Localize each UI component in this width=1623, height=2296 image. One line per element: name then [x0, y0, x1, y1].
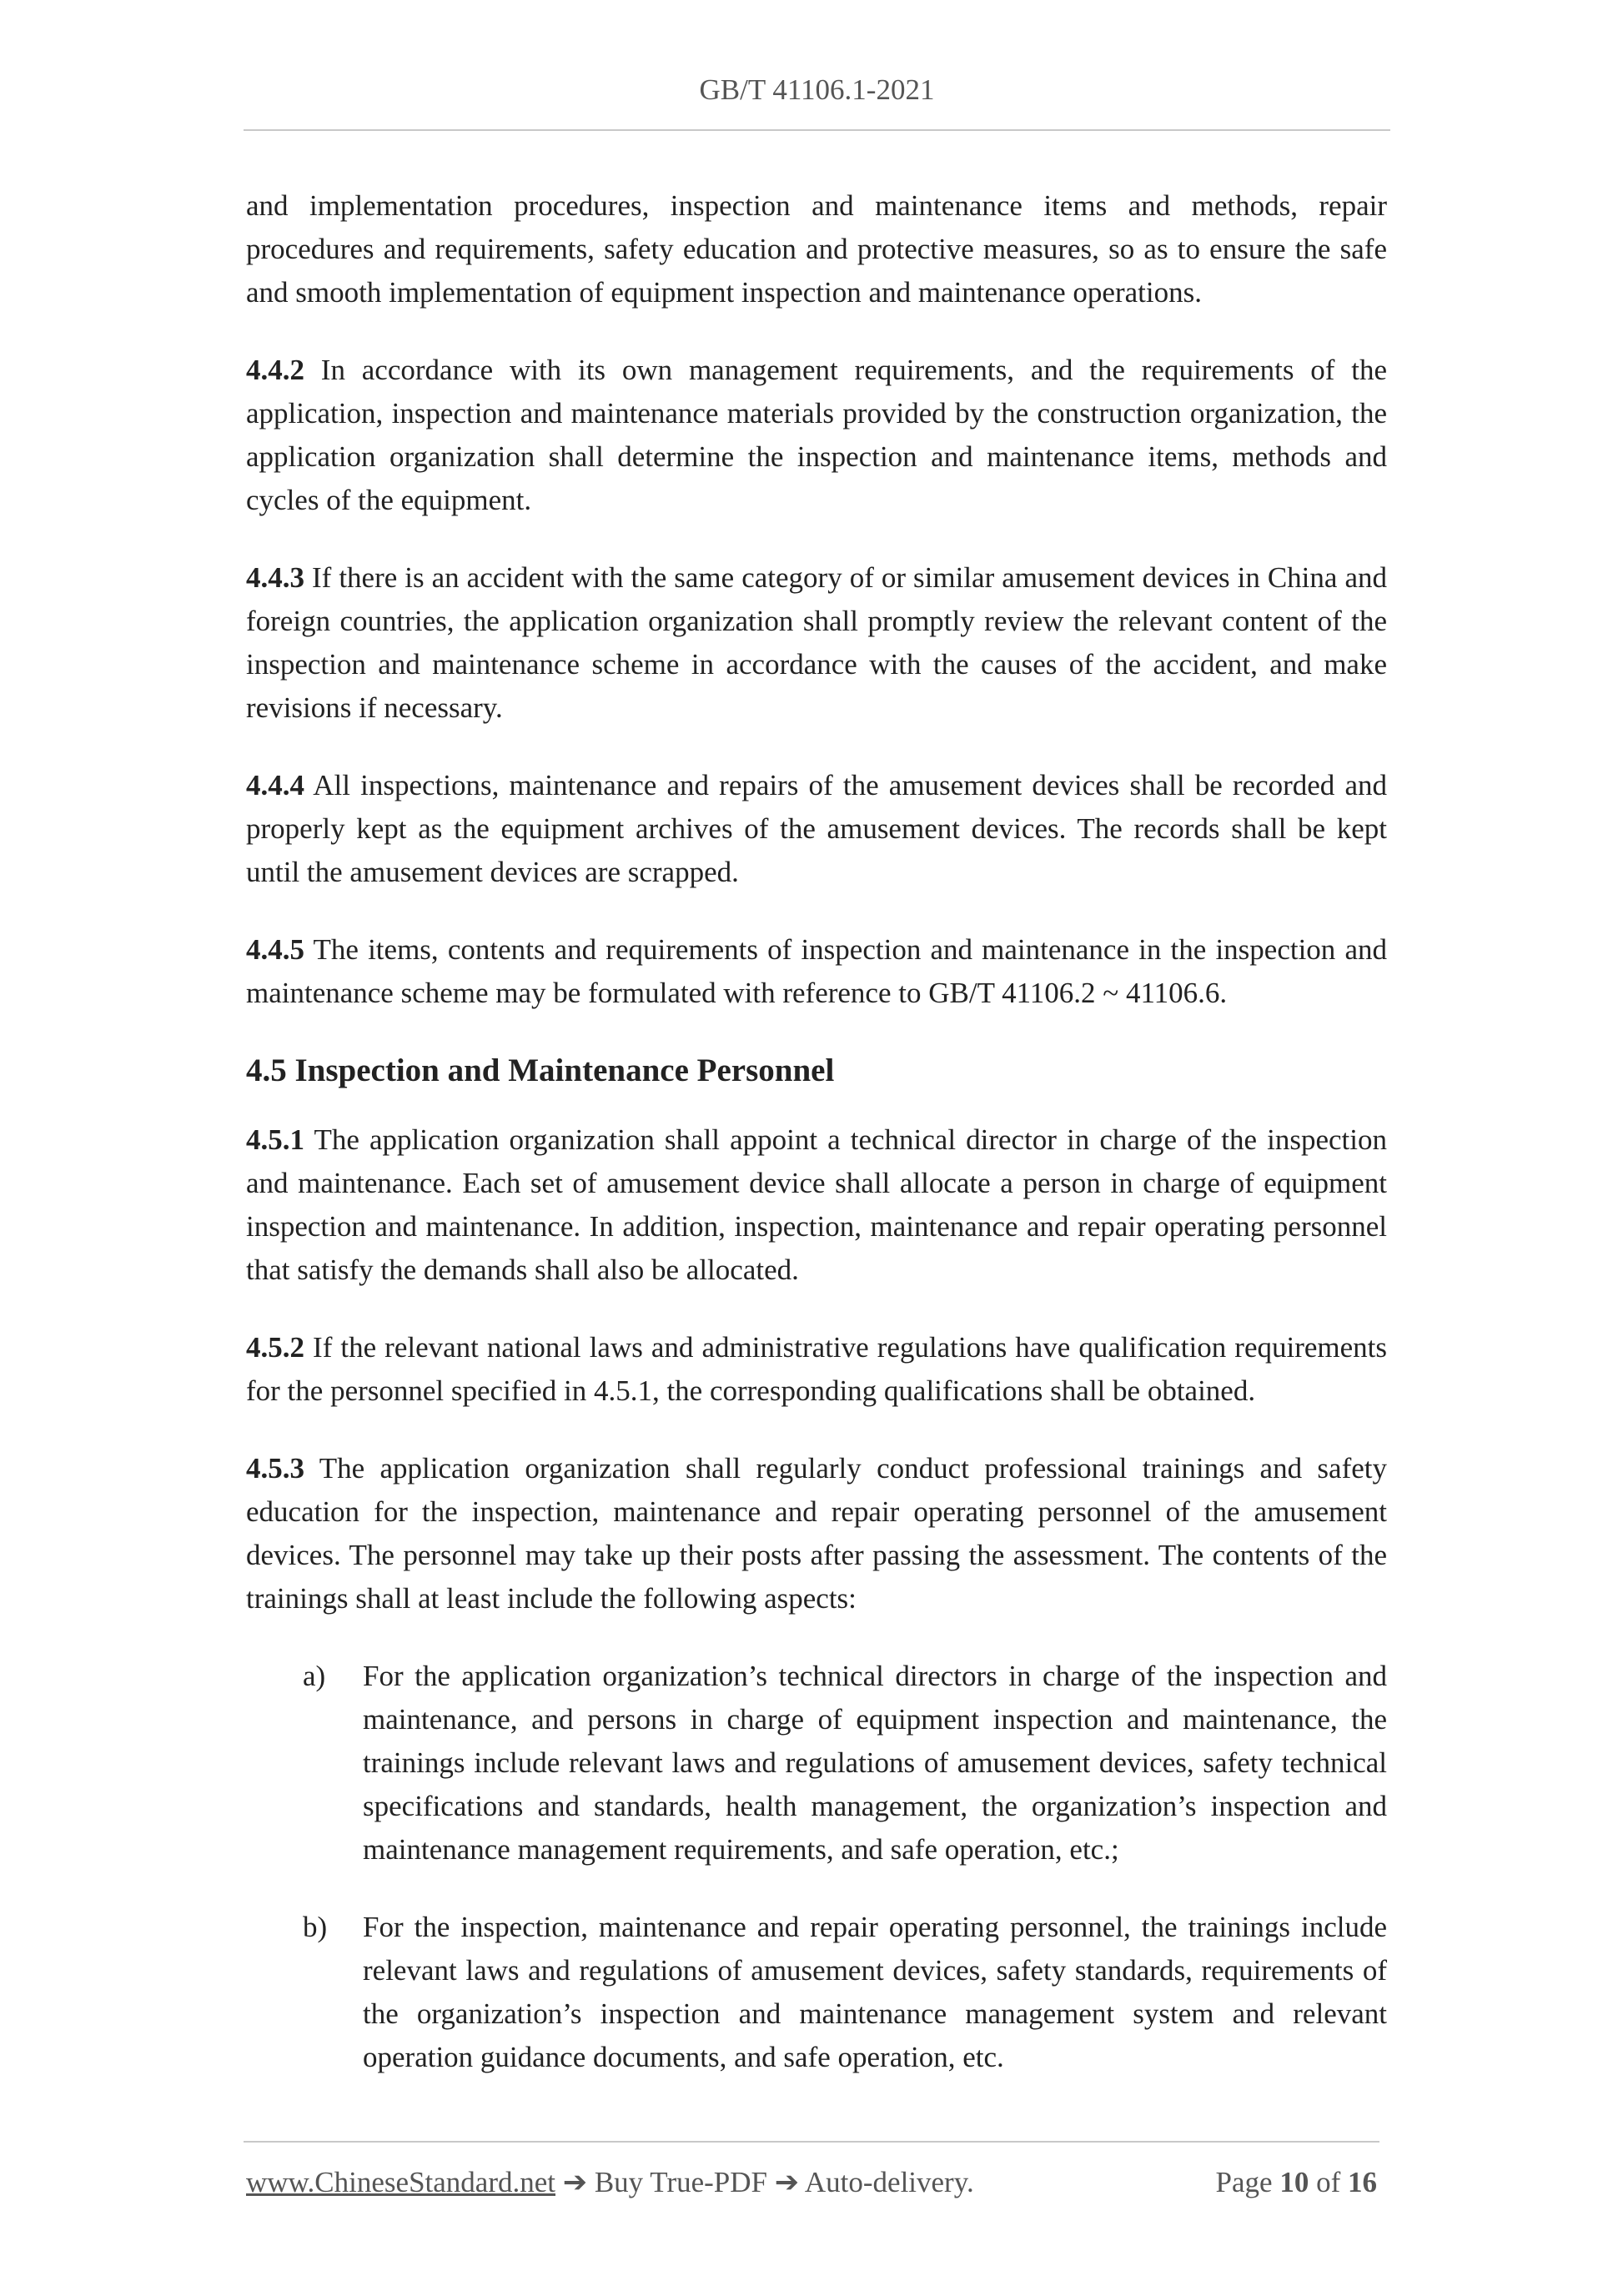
list-item-text: For the inspection, maintenance and repair operating personnel, the trainings include relevant laws and regulations of amusement devices, safety standards, requirements of the organization’s inspection and maintenance management system and relevant operation guidance documents, and safe operation, etc.	[363, 1911, 1387, 2073]
list-marker: b)	[303, 1911, 328, 1943]
clause-number: 4.5.3	[246, 1452, 304, 1485]
header-divider	[244, 129, 1390, 131]
clause-text: If there is an accident with the same category of or similar amusement devices in China and foreign countries, the application organization shall promptly review the relevant content of the inspection and maintenance scheme in accordance with the causes of the accident, and make revisions if necessary.	[246, 561, 1387, 724]
list-item-b	[246, 1906, 1387, 2079]
list-item-a	[246, 1655, 1387, 1871]
footer-divider	[244, 2141, 1379, 2143]
clause-4-4-4	[246, 764, 1387, 894]
clause-number: 4.4.3	[246, 561, 304, 594]
clause-number: 4.5.1	[246, 1123, 304, 1156]
clause-text: The application organization shall regularly conduct professional trainings and safety education for the inspection, maintenance and repair operating personnel of the amusement devices. The personnel may take up their posts after passing the assessment. The contents of the trainings shall at least include the following aspects:	[246, 1452, 1387, 1615]
footer-promo	[246, 2166, 974, 2198]
clause-number: 4.5.2	[246, 1331, 304, 1364]
standard-code: GB/T 41106.1-2021	[699, 73, 935, 106]
page-number: 10	[1279, 2166, 1309, 2198]
clause-4-4-3	[246, 556, 1387, 730]
list-marker: a)	[303, 1660, 326, 1692]
page-indicator	[1216, 2163, 1377, 2202]
clause-number: 4.4.5	[246, 933, 304, 966]
document-body	[246, 184, 1387, 2113]
page-label: Page	[1215, 2166, 1273, 2198]
clause-text: In accordance with its own management requirements, and the requirements of the application, inspection and maintenance materials provided by the construction organization, the application organization shall determine the inspection and maintenance items, methods and cycles of the equipment.	[246, 354, 1387, 516]
clause-text: The items, contents and requirements of inspection and maintenance in the inspection and maintenance scheme may be formulated with reference to GB/T 41106.2 ~ 41106.6.	[246, 933, 1387, 1009]
clause-text: The application organization shall appoint a technical director in charge of the inspection and maintenance. Each set of amusement device shall allocate a person in charge of equipment inspection and maintenance. In addition, inspection, maintenance and repair operating personnel that satisfy the demands shall also be allocated.	[246, 1123, 1387, 1286]
footer-tagline: ➔ Buy True-PDF ➔ Auto-delivery.	[555, 2166, 974, 2198]
page-total: 16	[1348, 2166, 1377, 2198]
section-heading: 4.5 Inspection and Maintenance Personnel	[246, 1053, 835, 1088]
clause-text: If the relevant national laws and administrative regulations have qualification requirements for the personnel specified in 4.5.1, the corresponding qualifications shall be obtained.	[246, 1331, 1387, 1407]
clause-number: 4.4.2	[246, 354, 304, 386]
clause-text: All inspections, maintenance and repairs of the amusement devices shall be recorded and properly kept as the equipment archives of the amusement devices. The records shall be kept until the amusement devices are scrapped.	[246, 769, 1387, 888]
site-link[interactable]: www.ChineseStandard.net	[246, 2166, 555, 2198]
clause-number: 4.4.4	[246, 769, 304, 801]
intro-paragraph: and implementation procedures, inspection and maintenance items and methods, repair procedures and requirements, safety education and protective measures, so as to ensure the safe and smooth implementation of equipment inspection and maintenance operations.	[246, 189, 1387, 309]
of-label: of	[1316, 2166, 1341, 2198]
page-footer	[246, 2163, 1377, 2202]
list-item-text: For the application organization’s technical directors in charge of the inspection and maintenance, and persons in charge of equipment inspection and maintenance, the trainings include relevant laws and regulations of amusement devices, safety technical specifications and standards, health management, the organization’s inspection and maintenance management requirements, and safe operation, etc.;	[363, 1660, 1387, 1866]
clause-4-5-3	[246, 1447, 1387, 1620]
clause-4-5-2	[246, 1326, 1387, 1413]
page-header	[244, 73, 1390, 107]
clause-4-5-1	[246, 1118, 1387, 1292]
clause-4-4-5	[246, 928, 1387, 1015]
clause-4-4-2	[246, 349, 1387, 522]
